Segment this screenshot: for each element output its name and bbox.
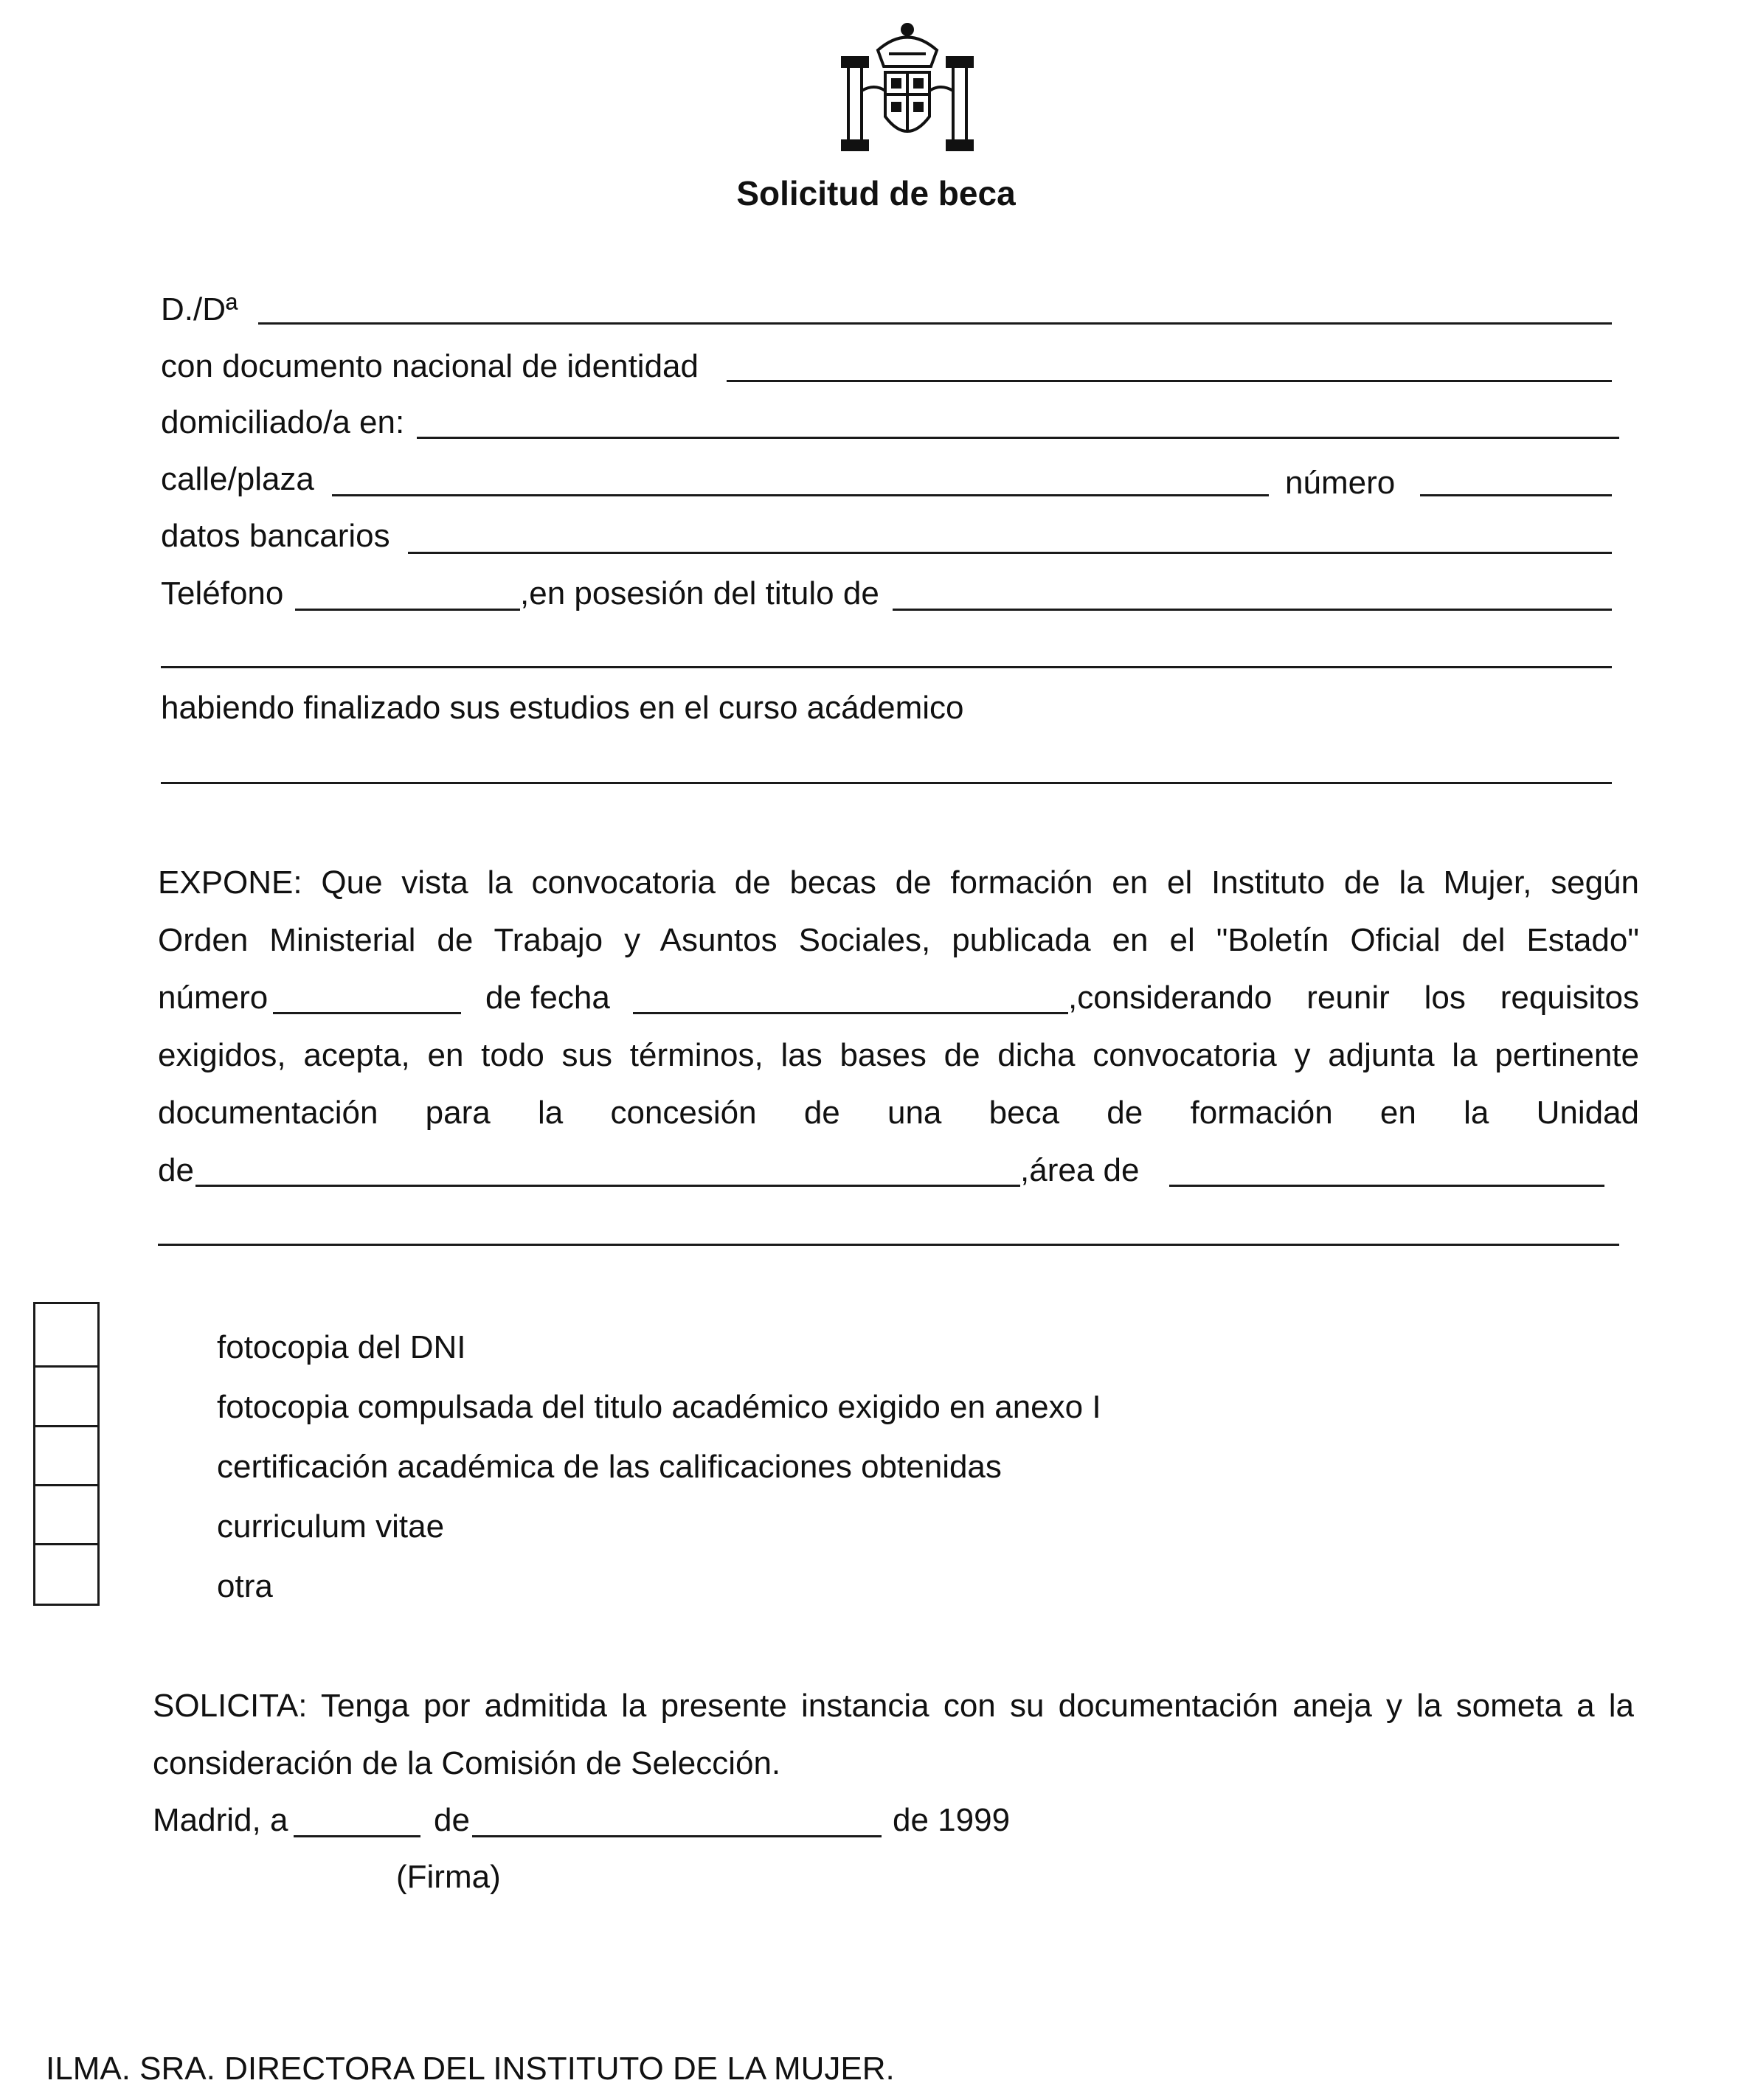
document-item: fotocopia del DNI <box>217 1329 466 1365</box>
dd-field-line[interactable] <box>258 322 1612 325</box>
expone-line-1: EXPONE: Que vista la convocatoria de becas de formación en el Instituto de la Mujer, según <box>158 864 1639 901</box>
area-continuation-line[interactable] <box>158 1244 1619 1246</box>
date-madrid-label: Madrid, a <box>153 1802 288 1838</box>
checkbox-curriculum[interactable] <box>33 1484 100 1545</box>
checkbox-otra[interactable] <box>33 1543 100 1606</box>
area-field-line[interactable] <box>1169 1185 1604 1187</box>
expone-numero-line[interactable] <box>273 1012 461 1014</box>
checkbox-certificacion[interactable] <box>33 1425 100 1486</box>
finalizado-label: habiendo finalizado sus estudios en el curso acádemico <box>161 690 964 726</box>
dd-label: D./Dª <box>161 291 238 328</box>
form-title: Solicitud de beca <box>736 174 1016 212</box>
bancarios-label: datos bancarios <box>161 518 390 554</box>
expone-considerando: ,considerando reunir los requisitos <box>1068 980 1639 1016</box>
document-item: certificación académica de las calificaciones obtenidas <box>217 1449 1002 1485</box>
firma-label: (Firma) <box>396 1859 501 1895</box>
date-day-line[interactable] <box>294 1835 420 1837</box>
expone-fecha-label: de fecha <box>485 980 610 1016</box>
solicita-line-2: consideración de la Comisión de Selección. <box>153 1745 781 1781</box>
unidad-field-line[interactable] <box>195 1185 1020 1187</box>
addressee: ILMA. SRA. DIRECTORA DEL INSTITUTO DE LA MUJER. <box>46 2051 895 2087</box>
expone-line-2: Orden Ministerial de Trabajo y Asuntos Sociales, publicada en el "Boletín Oficial del Estado" <box>158 922 1639 958</box>
dni-field-line[interactable] <box>727 380 1612 382</box>
date-month-line[interactable] <box>472 1835 882 1837</box>
domicilio-field-line[interactable] <box>417 437 1619 439</box>
expone-area-label: ,área de <box>1020 1152 1140 1188</box>
telefono-field-line[interactable] <box>295 609 520 611</box>
date-de-label: de <box>434 1802 470 1838</box>
numero-label: número <box>1285 465 1396 501</box>
domicilio-label: domiciliado/a en: <box>161 404 405 440</box>
telefono-label: Teléfono <box>161 575 284 611</box>
expone-de-label: de <box>158 1152 194 1188</box>
expone-fecha-line[interactable] <box>633 1012 1068 1014</box>
coat-of-arms-icon <box>834 21 981 153</box>
expone-numero-label: número <box>158 980 269 1016</box>
expone-line-4: exigidos, acepta, en todo sus términos, las bases de dicha convocatoria y adjunta la pertinente <box>158 1037 1639 1073</box>
document-item: curriculum vitae <box>217 1508 445 1545</box>
solicita-line-1: SOLICITA: Tenga por admitida la presente instancia con su documentación aneja y la someta a la <box>153 1688 1634 1724</box>
titulo-continuation-line[interactable] <box>161 666 1612 668</box>
checkbox-titulo[interactable] <box>33 1365 100 1427</box>
expone-line-5: documentación para la concesión de una beca de formación en la Unidad <box>158 1095 1639 1131</box>
calle-label: calle/plaza <box>161 461 314 497</box>
bancarios-field-line[interactable] <box>408 552 1612 554</box>
curso-field-line[interactable] <box>161 782 1612 784</box>
date-year-label: de 1999 <box>893 1802 1011 1838</box>
document-item: otra <box>217 1568 273 1604</box>
numero-field-line[interactable] <box>1420 494 1612 496</box>
calle-field-line[interactable] <box>332 494 1269 496</box>
checkbox-dni[interactable] <box>33 1302 100 1368</box>
dni-label: con documento nacional de identidad <box>161 348 699 384</box>
titulo-field-line[interactable] <box>893 609 1612 611</box>
titulo-label: ,en posesión del titulo de <box>520 575 879 611</box>
document-item: fotocopia compulsada del titulo académico exigido en anexo I <box>217 1389 1101 1425</box>
